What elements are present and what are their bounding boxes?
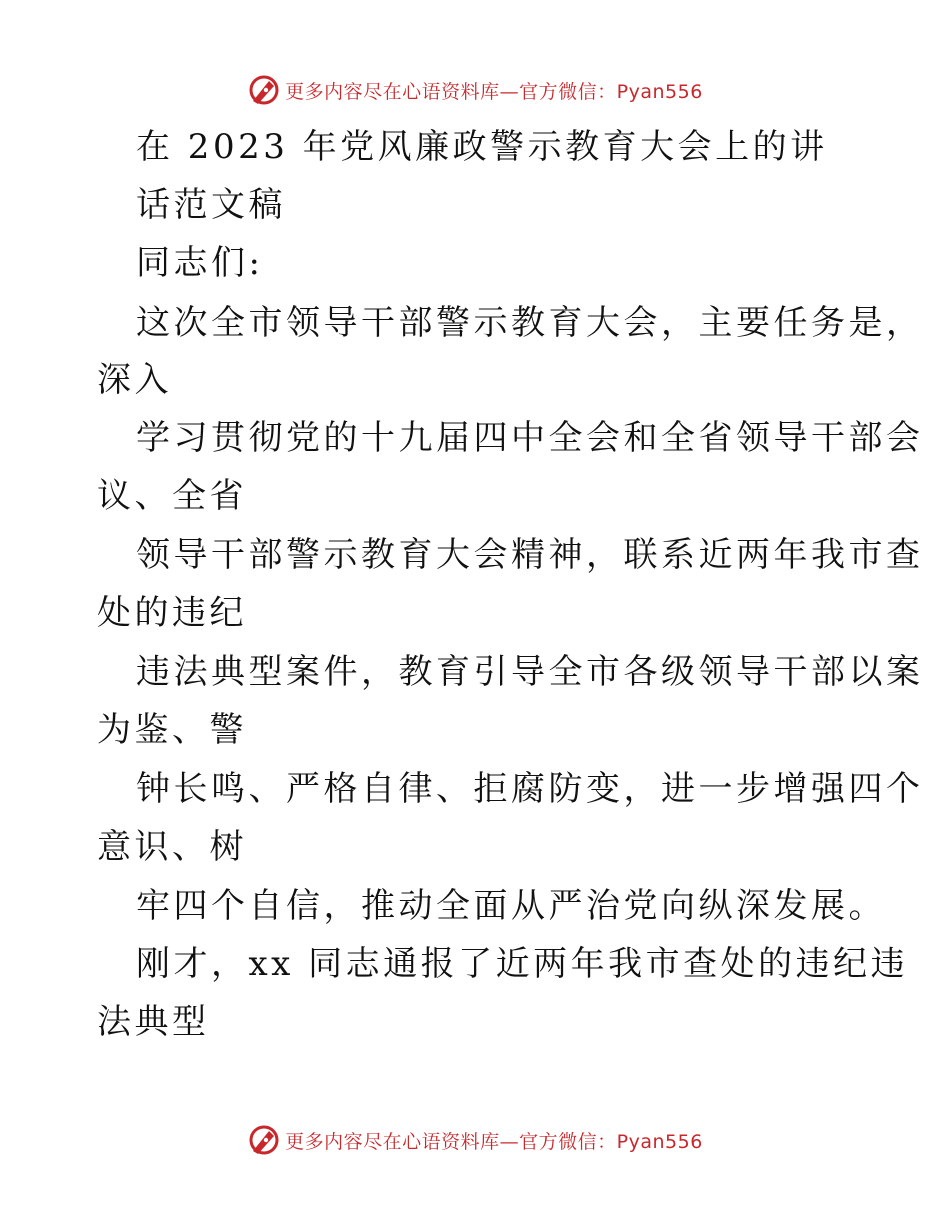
- pen-nib-logo-icon: [247, 73, 281, 107]
- paragraph-line: 为鉴、警: [97, 710, 247, 750]
- watermark-text: 更多内容尽在心语资料库—官方微信：Pyan556: [285, 80, 703, 103]
- paragraph-line: 违法典型案件，教育引导全市各级领导干部以案: [136, 652, 924, 692]
- watermark-text: 更多内容尽在心语资料库—官方微信：Pyan556: [285, 1130, 703, 1153]
- watermark-banner-top: [0, 70, 950, 110]
- title-line-1: 在 2023 年党风廉政警示教育大会上的讲: [136, 127, 828, 167]
- paragraph-line: 深入: [97, 360, 172, 400]
- salutation: 同志们:: [136, 243, 264, 283]
- wechat-id: Pyan556: [616, 80, 703, 103]
- wechat-id: Pyan556: [616, 1130, 703, 1153]
- paragraph-line: 处的违纪: [97, 593, 247, 633]
- paragraph-line: 领导干部警示教育大会精神，联系近两年我市查: [136, 535, 924, 575]
- paragraph-line: 牢四个自信，推动全面从严治党向纵深发展。: [136, 886, 886, 926]
- paragraph-line: 法典型: [97, 1002, 210, 1042]
- paragraph-line: 议、全省: [97, 476, 247, 516]
- pen-nib-logo-icon: [247, 1123, 281, 1157]
- paragraph-line: 学习贯彻党的十九届四中全会和全省领导干部会: [136, 418, 924, 458]
- paragraph-line: 意识、树: [97, 827, 247, 867]
- title-line-2: 话范文稿: [136, 185, 286, 225]
- paragraph-line: 这次全市领导干部警示教育大会，主要任务是，: [136, 303, 924, 343]
- paragraph-line: 刚才，xx 同志通报了近两年我市查处的违纪违: [136, 944, 909, 984]
- paragraph-line: 钟长鸣、严格自律、拒腐防变，进一步增强四个: [136, 769, 924, 809]
- watermark-banner-bottom: [0, 1120, 950, 1160]
